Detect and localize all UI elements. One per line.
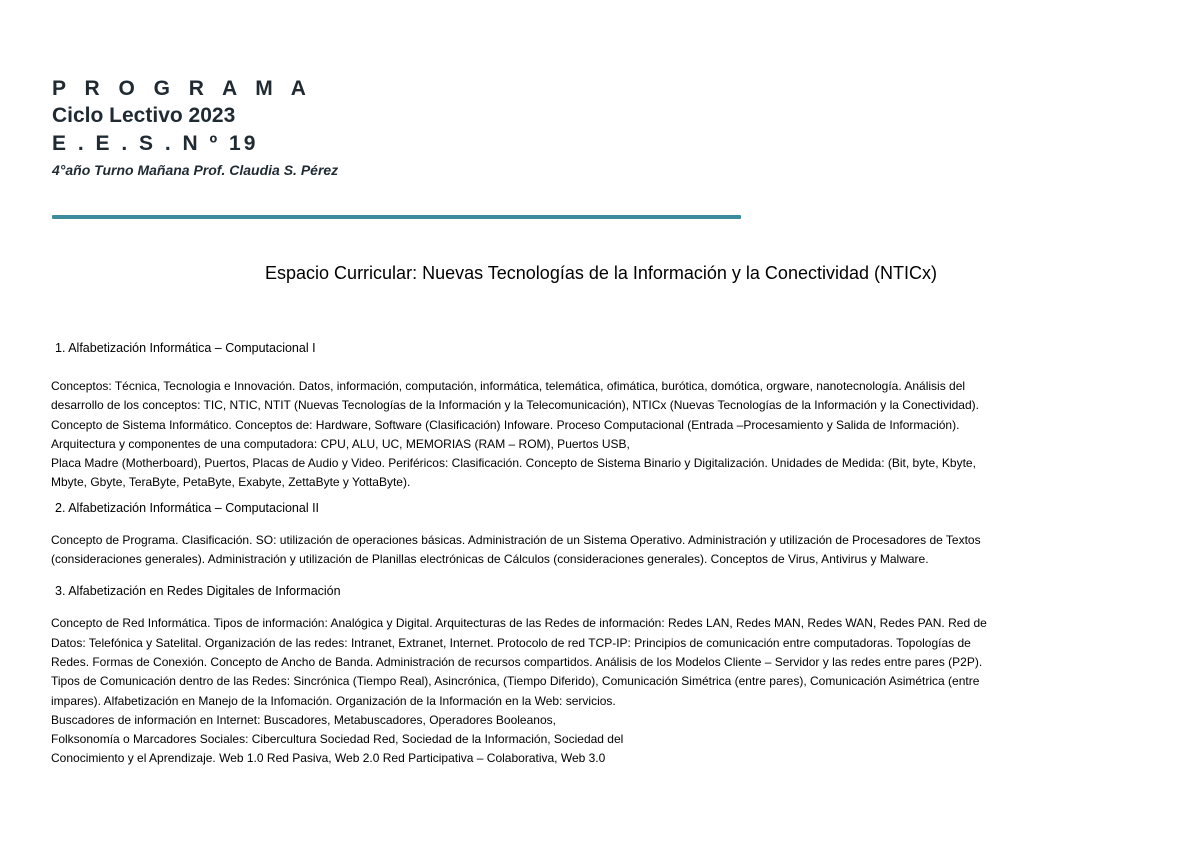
- curricular-title-text: Espacio Curricular: Nuevas Tecnologías de la Información y la Conectividad (NTICx): [265, 263, 937, 283]
- body-line: Conceptos: Técnica, Tecnologia e Innovación. Datos, información, computación, informática, telemática, ofimática, burótica, domótica, orgware, nanotecnología. Análisis del: [51, 379, 966, 393]
- program-content: [51, 339, 1061, 769]
- body-line: Redes. Formas de Conexión. Concepto de Ancho de Banda. Administración de recursos compartidos. Análisis de los Modelos Cliente – Servidor y las redes entre pares (P2P).: [51, 654, 983, 669]
- programa-title: P R O G R A M A: [52, 77, 313, 100]
- section-body-2: [51, 531, 1061, 570]
- body-line: Datos: Telefónica y Satelital. Organización de las redes: Intranet, Extranet, Internet. Protocolo de red TCP-IP: Principios de comunicación entre computadoras. Topologías de: [51, 635, 971, 650]
- body-line: Tipos de Comunicación dentro de las Redes: Sincrónica (Tiempo Real), Asincrónica, (Tiempo Diferido), Comunicación Simétrica (entre pares), Comunicación Asimétrica (entre: [51, 674, 980, 689]
- course-subtitle: 4°año Turno Mañana Prof. Claudia S. Pérez: [52, 162, 339, 178]
- section-title-1: 1. Alfabetización Informática – Computacional I: [55, 341, 316, 355]
- body-line: Buscadores de información en Internet: Buscadores, Metabuscadores, Operadores Booleanos,: [51, 712, 556, 727]
- body-line: Conocimiento y el Aprendizaje. Web 1.0 Red Pasiva, Web 2.0 Red Participativa – Colaborativa, Web 3.0: [51, 751, 606, 766]
- document-header: [52, 76, 338, 180]
- body-line: desarrollo de los conceptos: TIC, NTIC, NTIT (Nuevas Tecnologías de la Información y la Telecomunicación), NTICx (Nuevas Tecnologías de la Información y la Conectividad).: [51, 398, 979, 413]
- ciclo-lectivo: Ciclo Lectivo 2023: [52, 104, 236, 127]
- body-line: Mbyte, Gbyte, TeraByte, PetaByte, Exabyte, ZettaByte y YottaByte).: [51, 475, 411, 490]
- body-line: Concepto de Red Informática. Tipos de información: Analógica y Digital. Arquitecturas de las Redes de información: Redes LAN, Redes MAN, Redes WAN, Redes PAN. Red de: [51, 616, 987, 631]
- curricular-title: [0, 260, 1200, 286]
- body-line: Placa Madre (Motherboard), Puertos, Placas de Audio y Video. Periféricos: Clasificación. Concepto de Sistema Binario y Digitalización. Unidades de Medida: (Bit, byte, Kbyte,: [51, 456, 976, 471]
- body-line: Concepto de Programa. Clasificación. SO: utilización de operaciones básicas. Administración de un Sistema Operativo. Administración y utilización de Procesadores de Textos: [51, 532, 981, 547]
- body-line: Folksonomía o Marcadores Sociales: Cibercultura Sociedad Red, Sociedad de la Información, Sociedad del: [51, 732, 624, 747]
- school-name: E . E . S . N º 19: [52, 132, 259, 155]
- body-line: Concepto de Sistema Informático. Conceptos de: Hardware, Software (Clasificación) Infoware. Proceso Computacional (Entrada –Procesamiento y Salida de Información).: [51, 417, 960, 432]
- body-line: Arquitectura y componentes de una computadora: CPU, ALU, UC, MEMORIAS (RAM – ROM), Puertos USB,: [51, 436, 630, 451]
- section-body-3: [51, 614, 1061, 768]
- body-line: impares). Alfabetización en Manejo de la Infomación. Organización de la Información en la Web: servicios.: [51, 693, 616, 708]
- section-title-2: 2. Alfabetización Informática – Computacional II: [55, 500, 320, 515]
- body-line: (consideraciones generales). Administración y utilización de Planillas electrónicas de Cálculos (consideraciones generales). Conceptos de Virus, Antivirus y Malware.: [51, 552, 929, 567]
- section-title-3: 3. Alfabetización en Redes Digitales de Información: [55, 584, 341, 599]
- header-divider: [52, 215, 741, 219]
- section-body-1: [51, 377, 1061, 493]
